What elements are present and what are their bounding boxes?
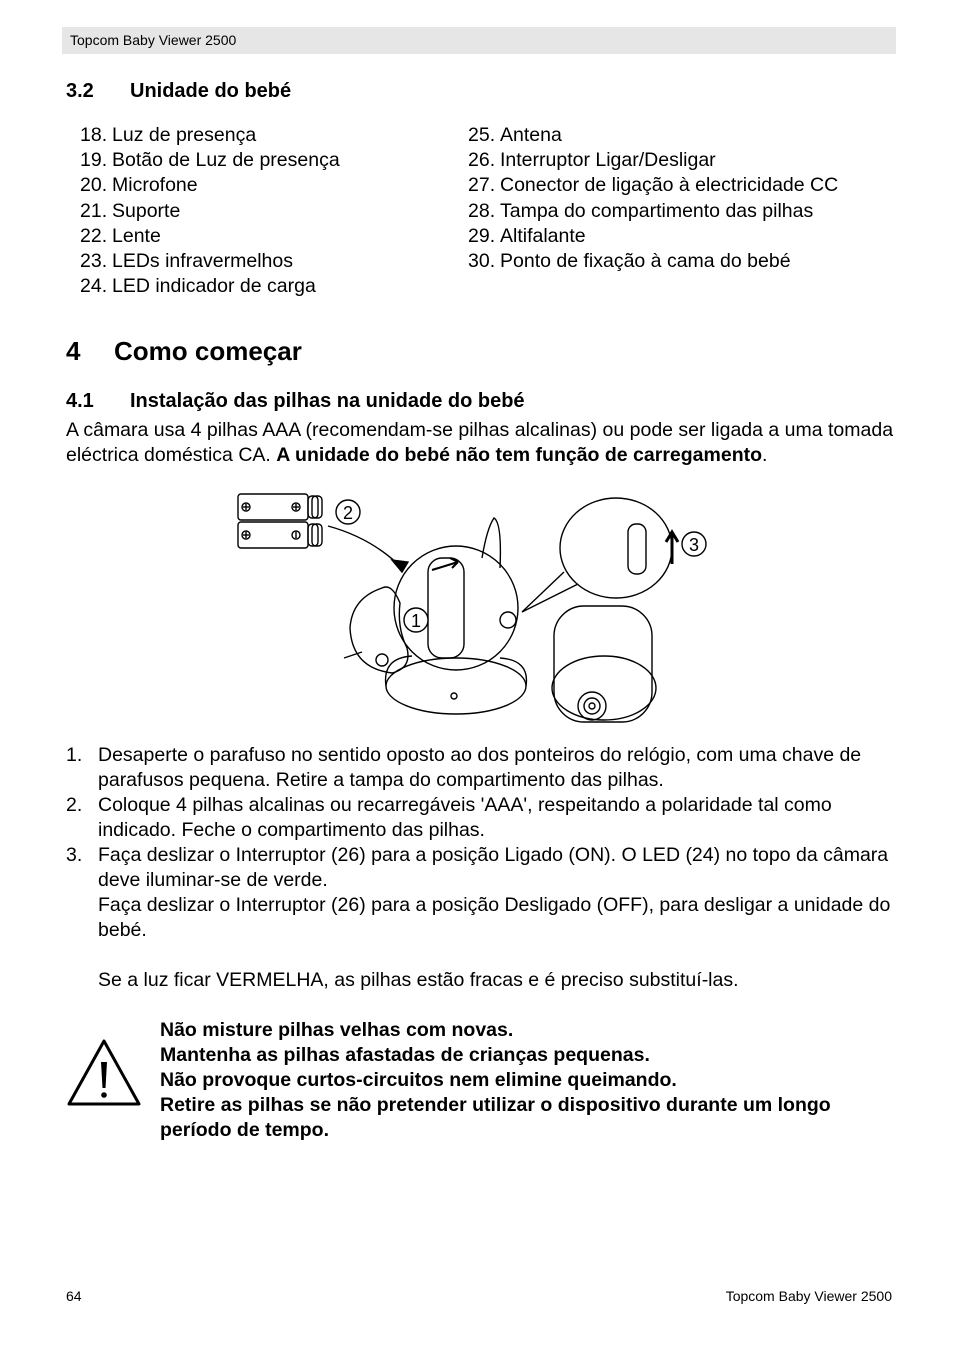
callout-3 — [682, 532, 706, 556]
parts-list-item — [468, 173, 838, 198]
step-item — [66, 743, 896, 793]
item-label: Ponto de fixação à cama do bebé — [500, 249, 791, 272]
item-label: Suporte — [112, 199, 181, 222]
step-item — [66, 793, 896, 843]
insert-arrow-line — [328, 526, 402, 568]
insert-arrow-head — [392, 560, 408, 572]
item-number: 23. — [80, 249, 108, 272]
page-header — [62, 27, 896, 54]
item-label: Tampa do compartimento das pilhas — [500, 199, 814, 222]
callout-3-label: 3 — [688, 535, 700, 555]
chapter-title: Como começar — [114, 336, 302, 366]
parts-list-item — [80, 249, 340, 274]
callout-1-label: 1 — [410, 611, 422, 631]
camera-illustration — [344, 518, 526, 714]
parts-list-item — [468, 123, 838, 148]
item-label: LEDs infravermelhos — [112, 249, 293, 272]
chapter-number: 4 — [66, 336, 81, 366]
item-label: Luz de presença — [112, 124, 257, 146]
step-number: 3. — [66, 844, 83, 866]
callout-1 — [404, 608, 428, 632]
item-label: Altifalante — [500, 224, 586, 247]
item-number: 26. — [468, 149, 496, 172]
step-note: Se a luz ficar VERMELHA, as pilhas estão fracas e é preciso substituí-las. — [98, 969, 739, 991]
step-text: Coloque 4 pilhas alcalinas ou recarregáveis 'AAA', respeitando a polaridade tal como indicado. Feche o compartimento das pilhas. — [98, 794, 832, 841]
item-number: 24. — [80, 275, 108, 298]
item-label: Antena — [500, 124, 562, 146]
item-label: Conector de ligação à electricidade CC — [500, 174, 839, 197]
item-number: 20. — [80, 174, 108, 197]
section-number: 4.1 — [66, 390, 94, 412]
header-title: Topcom Baby Viewer 2500 — [70, 32, 237, 48]
callout-2 — [336, 500, 360, 524]
item-label: Microfone — [112, 174, 198, 197]
step-text-secondary: Faça deslizar o Interruptor (26) para a posição Desligado (OFF), para desligar a unidade do bebé. — [98, 894, 891, 941]
footer-title: Topcom Baby Viewer 2500 — [725, 1288, 892, 1304]
parts-list-item — [468, 148, 838, 173]
item-number: 19. — [80, 149, 108, 172]
installation-steps — [66, 743, 896, 993]
warning-text-block — [160, 1018, 890, 1143]
parts-list-item — [80, 274, 340, 299]
batteries-illustration — [238, 494, 322, 548]
item-number: 18. — [80, 124, 108, 146]
parts-list-item — [468, 224, 838, 249]
parts-list-item — [80, 123, 340, 148]
item-number: 21. — [80, 199, 108, 222]
step-text: Faça deslizar o Interruptor (26) para a posição Ligado (ON). O LED (24) no topo da câmara deve iluminar-se de verde. — [98, 844, 889, 891]
item-number: 30. — [468, 249, 496, 272]
parts-list-item — [80, 224, 340, 249]
battery-installation-figure — [232, 488, 700, 726]
item-number: 22. — [80, 224, 108, 247]
page-number: 64 — [66, 1288, 82, 1304]
bottom-detail-view — [552, 606, 656, 722]
callout-2-label: 2 — [342, 503, 354, 523]
item-number: 29. — [468, 224, 496, 247]
section-number: 3.2 — [66, 80, 94, 102]
parts-list-left — [80, 123, 340, 299]
parts-list-item — [80, 173, 340, 198]
step-number: 2. — [66, 794, 83, 816]
item-number: 25. — [468, 124, 496, 146]
intro-end: . — [762, 444, 768, 466]
step-item — [66, 843, 896, 993]
warning-line: Mantenha as pilhas afastadas de crianças pequenas. — [160, 1044, 650, 1066]
item-number: 28. — [468, 199, 496, 222]
step-text: Desaperte o parafuso no sentido oposto ao dos ponteiros do relógio, com uma chave de parafusos pequena. Retire a tampa do compartimento das pilhas. — [98, 744, 862, 791]
warning-line: Não provoque curtos-circuitos nem elimine queimando. — [160, 1069, 677, 1091]
parts-list-item — [80, 148, 340, 173]
parts-list-item — [80, 199, 340, 224]
warning-line: Retire as pilhas se não pretender utilizar o dispositivo durante um longo período de tempo. — [160, 1094, 831, 1141]
warning-line: Não misture pilhas velhas com novas. — [160, 1019, 514, 1041]
intro-text: A câmara usa 4 pilhas AAA (recomendam-se pilhas alcalinas) ou pode ser ligada a uma tomada eléctrica doméstica CA. — [66, 419, 894, 466]
intro-paragraph — [66, 418, 896, 468]
section-title: Unidade do bebé — [130, 80, 292, 102]
warning-triangle-icon — [66, 1038, 142, 1108]
intro-bold-text: A unidade do bebé não tem função de carregamento — [276, 444, 763, 466]
item-label: Lente — [112, 224, 161, 247]
step-number: 1. — [66, 744, 83, 766]
item-label: Botão de Luz de presença — [112, 149, 340, 172]
section-title: Instalação das pilhas na unidade do bebé — [130, 390, 525, 412]
item-label: LED indicador de carga — [112, 275, 316, 298]
item-label: Interruptor Ligar/Desligar — [500, 149, 716, 172]
parts-list-right — [468, 123, 838, 274]
switch-detail-bubble — [522, 498, 678, 612]
item-number: 27. — [468, 174, 496, 197]
parts-list-item — [468, 249, 838, 274]
parts-list-item — [468, 199, 838, 224]
